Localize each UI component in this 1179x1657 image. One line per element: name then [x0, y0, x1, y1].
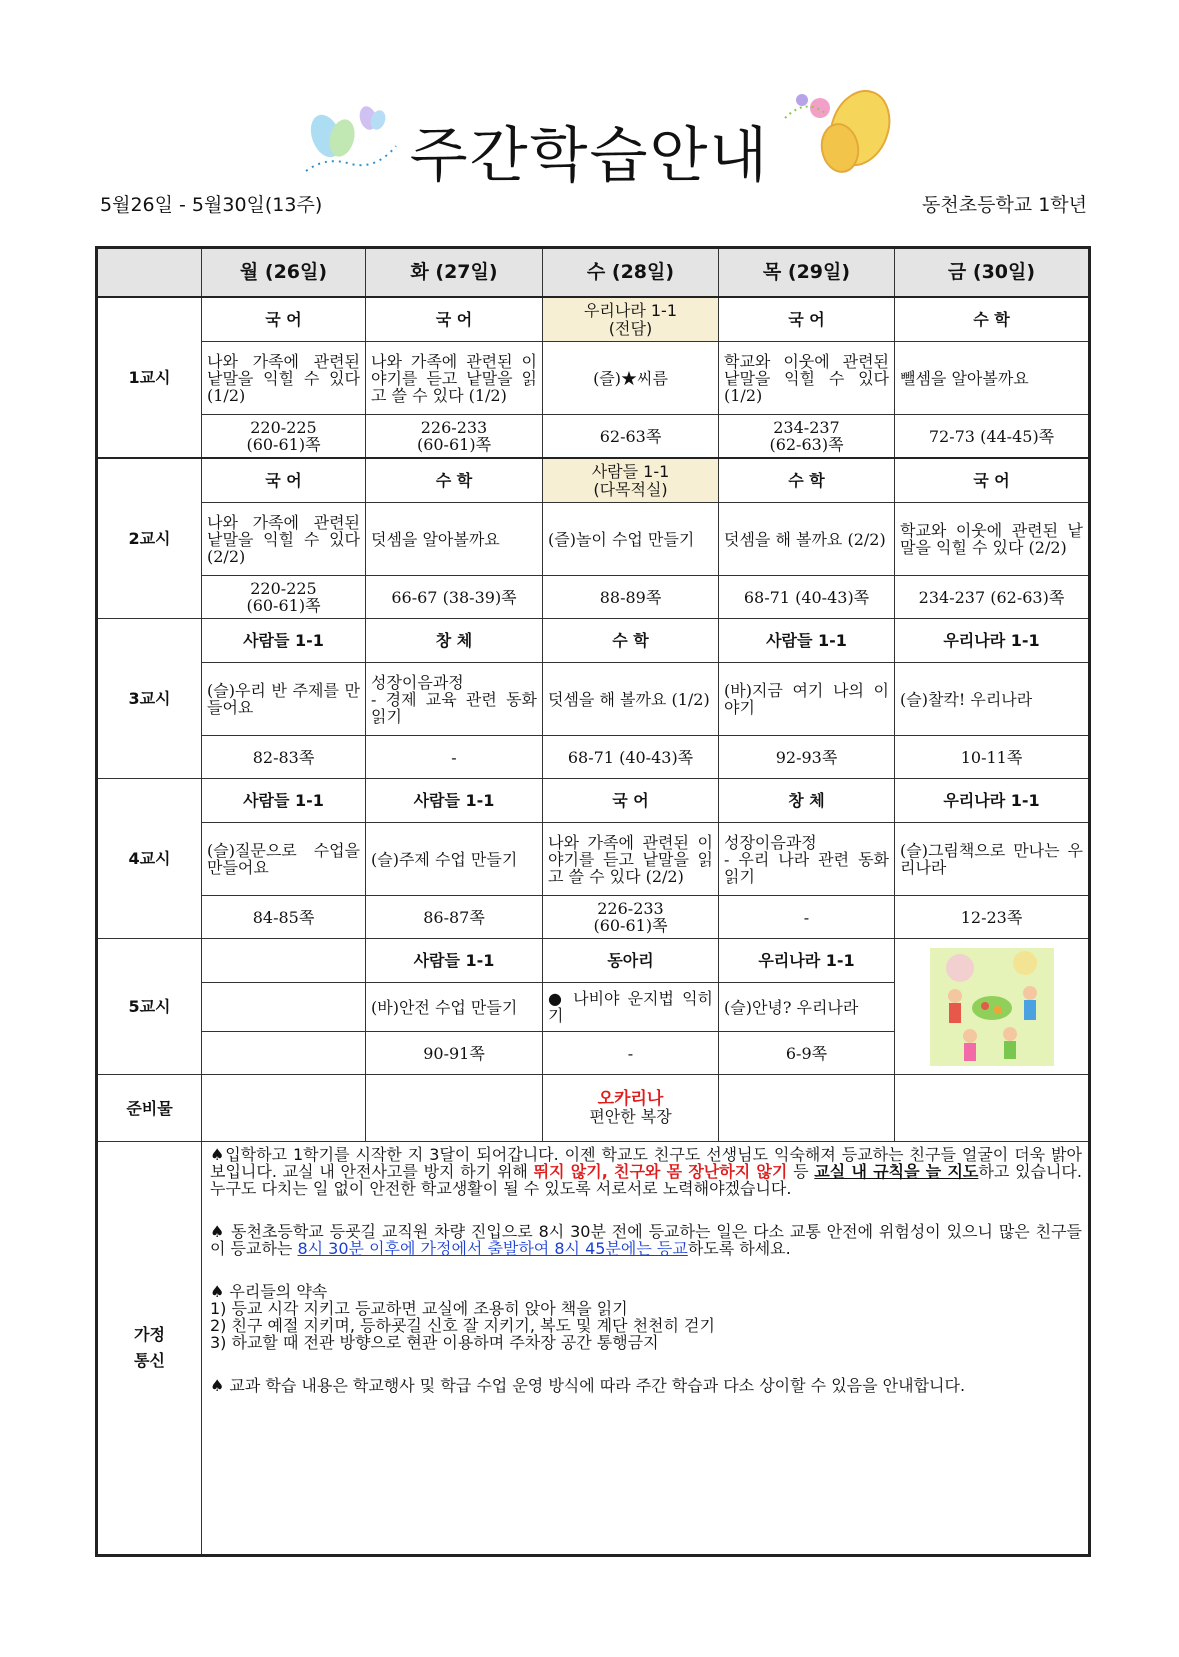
period-subject-row [97, 939, 1090, 983]
content-cell: 학교와 이웃에 관련된 낱말을 익힐 수 있다 (2/2) [895, 503, 1090, 576]
content-cell: 나와 가족에 관련된 낱말을 익힐 수 있다 (1/2) [202, 342, 366, 415]
day-header: 화 (27일) [366, 248, 543, 298]
subject-cell: 국 어 [543, 779, 719, 823]
page-title: 주간학습안내 [409, 121, 770, 191]
period-label: 3교시 [97, 619, 202, 779]
page-cell [202, 1032, 366, 1075]
notice-underline: 교실 내 규칙을 늘 지도 [814, 1162, 979, 1181]
subject-cell: 동아리 [543, 939, 719, 983]
content-cell: (슬)찰칵! 우리나라 [895, 663, 1090, 736]
period-label: 4교시 [97, 779, 202, 939]
subject-cell: 사람들 1-1 [366, 779, 543, 823]
page-cell: 6-9쪽 [719, 1032, 895, 1075]
notice-label: 가정 통신 [97, 1142, 202, 1556]
content-cell: 덧셈을 해 볼까요 (1/2) [543, 663, 719, 736]
notice-highlight-red: 뛰지 않기, 친구와 몸 장난하지 않기 [533, 1162, 788, 1181]
subject-cell: 창 체 [366, 619, 543, 663]
prep-item: 오카리나 [597, 1089, 664, 1109]
period-page-row [97, 415, 1090, 459]
period-page-row [97, 576, 1090, 619]
subject-cell: 수 학 [543, 619, 719, 663]
page-cell: 68-71 (40-43)쪽 [543, 736, 719, 779]
content-cell: (슬)질문으로 수업을 만들어요 [202, 823, 366, 896]
page-cell: 82-83쪽 [202, 736, 366, 779]
page-cell: 68-71 (40-43)쪽 [719, 576, 895, 619]
promise-title: ♠ 우리들의 약속 [210, 1282, 328, 1301]
period-page-row [97, 896, 1090, 939]
content-cell: 나와 가족에 관련된 이야기를 듣고 낱말을 읽고 쓸 수 있다 (2/2) [543, 823, 719, 896]
prep-cell [202, 1075, 366, 1142]
kids-illustration-cell [895, 939, 1090, 1075]
page-cell: 72-73 (44-45)쪽 [895, 415, 1090, 459]
day-header: 수 (28일) [543, 248, 719, 298]
subject-cell: 국 어 [895, 458, 1090, 503]
prep-note: 편안한 복장 [589, 1107, 672, 1126]
content-cell: 덧셈을 해 볼까요 (2/2) [719, 503, 895, 576]
period-label: 1교시 [97, 297, 202, 458]
subject-cell: 국 어 [202, 297, 366, 342]
subject-cell: 수 학 [719, 458, 895, 503]
content-cell: (슬)그림책으로 만나는 우리나라 [895, 823, 1090, 896]
subject-cell: 수 학 [895, 297, 1090, 342]
page-cell: 234-237 (62-63)쪽 [719, 415, 895, 459]
notice-highlight-blue: 8시 30분 이후에 가정에서 출발하여 8시 45분에는 등교 [297, 1239, 688, 1258]
subject-cell: 사람들 1-1 [719, 619, 895, 663]
content-cell: (즐)★씨름 [543, 342, 719, 415]
promise-item: 3) 하교할 때 전관 방향으로 현관 이용하며 주차장 공간 통행금지 [210, 1333, 659, 1352]
page-cell: 234-237 (62-63)쪽 [895, 576, 1090, 619]
subject-cell [202, 939, 366, 983]
page-cell: 90-91쪽 [366, 1032, 543, 1075]
notice-paragraph: ♠ 교과 학습 내용은 학교행사 및 학급 수업 운영 방식에 따라 주간 학습과 다소 상이할 수 있음을 안내합니다. [210, 1376, 966, 1395]
page-cell: 10-11쪽 [895, 736, 1090, 779]
subject-cell: 사람들 1-1 [202, 619, 366, 663]
day-header: 월 (26일) [202, 248, 366, 298]
subject-cell: 사람들 1-1 [366, 939, 543, 983]
content-cell: 학교와 이웃에 관련된 낱말을 익힐 수 있다 (1/2) [719, 342, 895, 415]
period-label: 2교시 [97, 458, 202, 619]
content-cell: 나와 가족에 관련된 이야기를 듣고 낱말을 읽고 쓸 수 있다 (1/2) [366, 342, 543, 415]
content-cell: (바)안전 수업 만들기 [366, 983, 543, 1032]
content-cell: (슬)주제 수업 만들기 [366, 823, 543, 896]
period-content-row [97, 823, 1090, 896]
prep-label: 준비물 [97, 1075, 202, 1142]
page-cell: 12-23쪽 [895, 896, 1090, 939]
subject-cell: 사람들 1-1 [202, 779, 366, 823]
page-cell: - [719, 896, 895, 939]
content-cell: 덧셈을 알아볼까요 [366, 503, 543, 576]
subject-cell: 우리나라 1-1 [895, 779, 1090, 823]
content-cell: ● 나비야 운지법 익히기 [543, 983, 719, 1032]
promise-item: 1) 등교 시각 지키고 등교하면 교실에 조용히 앉아 책을 읽기 [210, 1299, 628, 1318]
notice-promises [210, 1283, 1082, 1351]
page-cell: - [543, 1032, 719, 1075]
page-cell: 84-85쪽 [202, 896, 366, 939]
page-cell: 88-89쪽 [543, 576, 719, 619]
notice-text: 등 [787, 1162, 815, 1181]
notice-paragraph [210, 1223, 1082, 1257]
period-content-row [97, 503, 1090, 576]
period-page-row [97, 736, 1090, 779]
page-cell: 62-63쪽 [543, 415, 719, 459]
prep-cell [719, 1075, 895, 1142]
prep-cell-wed [543, 1075, 719, 1142]
notice-text: ♠ 동천초등학교 등굣길 교직원 차량 진입으로 8시 30분 전에 등교하는 일은 다소 교통 안전에 위험성이 있으니 많은 친구들이 등교하는 [210, 1222, 1082, 1258]
content-cell: 나와 가족에 관련된 낱말을 익힐 수 있다 (2/2) [202, 503, 366, 576]
period-label: 5교시 [97, 939, 202, 1075]
page-cell: 86-87쪽 [366, 896, 543, 939]
weekly-schedule-table [95, 246, 1091, 1557]
notice-row [97, 1142, 1090, 1556]
school-class: 동천초등학교 1학년 [922, 194, 1087, 216]
notice-paragraph [210, 1146, 1082, 1197]
period-subject-row [97, 779, 1090, 823]
week-range: 5월26일 - 5월30일(13주) [100, 194, 323, 216]
notice-text: 하고 있습니다. 누구도 다치는 일 없이 안전한 학교생활이 될 수 있도록 서로서로 노력해야겠습니다. [210, 1162, 1082, 1198]
content-cell: 성장이음과정 - 경제 교육 관련 동화 읽기 [366, 663, 543, 736]
period-content-row [97, 342, 1090, 415]
prep-row [97, 1075, 1090, 1142]
subject-cell: 우리나라 1-1 [719, 939, 895, 983]
subject-cell: 수 학 [366, 458, 543, 503]
page-cell: 92-93쪽 [719, 736, 895, 779]
promise-item: 2) 친구 예절 지키며, 등하굣길 신호 잘 지키기, 복도 및 계단 천천히 걷기 [210, 1316, 715, 1335]
page-cell: 226-233 (60-61)쪽 [366, 415, 543, 459]
page-cell: - [366, 736, 543, 779]
notice-body [202, 1142, 1090, 1556]
prep-cell [366, 1075, 543, 1142]
page-cell: 220-225 (60-61)쪽 [202, 415, 366, 459]
content-cell: (슬)안녕? 우리나라 [719, 983, 895, 1032]
period-subject-row [97, 297, 1090, 342]
page-cell: 220-225 (60-61)쪽 [202, 576, 366, 619]
period-subject-row [97, 619, 1090, 663]
notice-text: ♠입학하고 1학기를 시작한 지 3달이 되어갑니다. 이젠 학교도 친구도 선생님도 익숙해져 등교하는 친구들 얼굴이 더욱 밝아 보입니다. 교실 내 안전사고를 방지 하기 위해 [210, 1145, 1082, 1181]
subject-cell: 국 어 [366, 297, 543, 342]
corner-cell [97, 248, 202, 298]
page-cell: 226-233 (60-61)쪽 [543, 896, 719, 939]
children-playing-illustration [930, 948, 1054, 1066]
day-header: 목 (29일) [719, 248, 895, 298]
subject-cell: 사람들 1-1 (다목적실) [543, 458, 719, 503]
notice-text: 하도록 하세요. [687, 1239, 791, 1258]
header-row [97, 248, 1090, 298]
content-cell [202, 983, 366, 1032]
content-cell: (즐)놀이 수업 만들기 [543, 503, 719, 576]
subject-cell: 국 어 [719, 297, 895, 342]
subject-cell: 우리나라 1-1 [895, 619, 1090, 663]
page-cell: 66-67 (38-39)쪽 [366, 576, 543, 619]
subject-cell: 우리나라 1-1 (전담) [543, 297, 719, 342]
content-cell: 성장이음과정 - 우리 나라 관련 동화 읽기 [719, 823, 895, 896]
content-cell: (슬)우리 반 주제를 만들어요 [202, 663, 366, 736]
day-header: 금 (30일) [895, 248, 1090, 298]
period-subject-row [97, 458, 1090, 503]
period-content-row [97, 663, 1090, 736]
content-cell: 뺄셈을 알아볼까요 [895, 342, 1090, 415]
prep-cell [895, 1075, 1090, 1142]
content-cell: (바)지금 여기 나의 이야기 [719, 663, 895, 736]
subject-cell: 국 어 [202, 458, 366, 503]
subject-cell: 창 체 [719, 779, 895, 823]
